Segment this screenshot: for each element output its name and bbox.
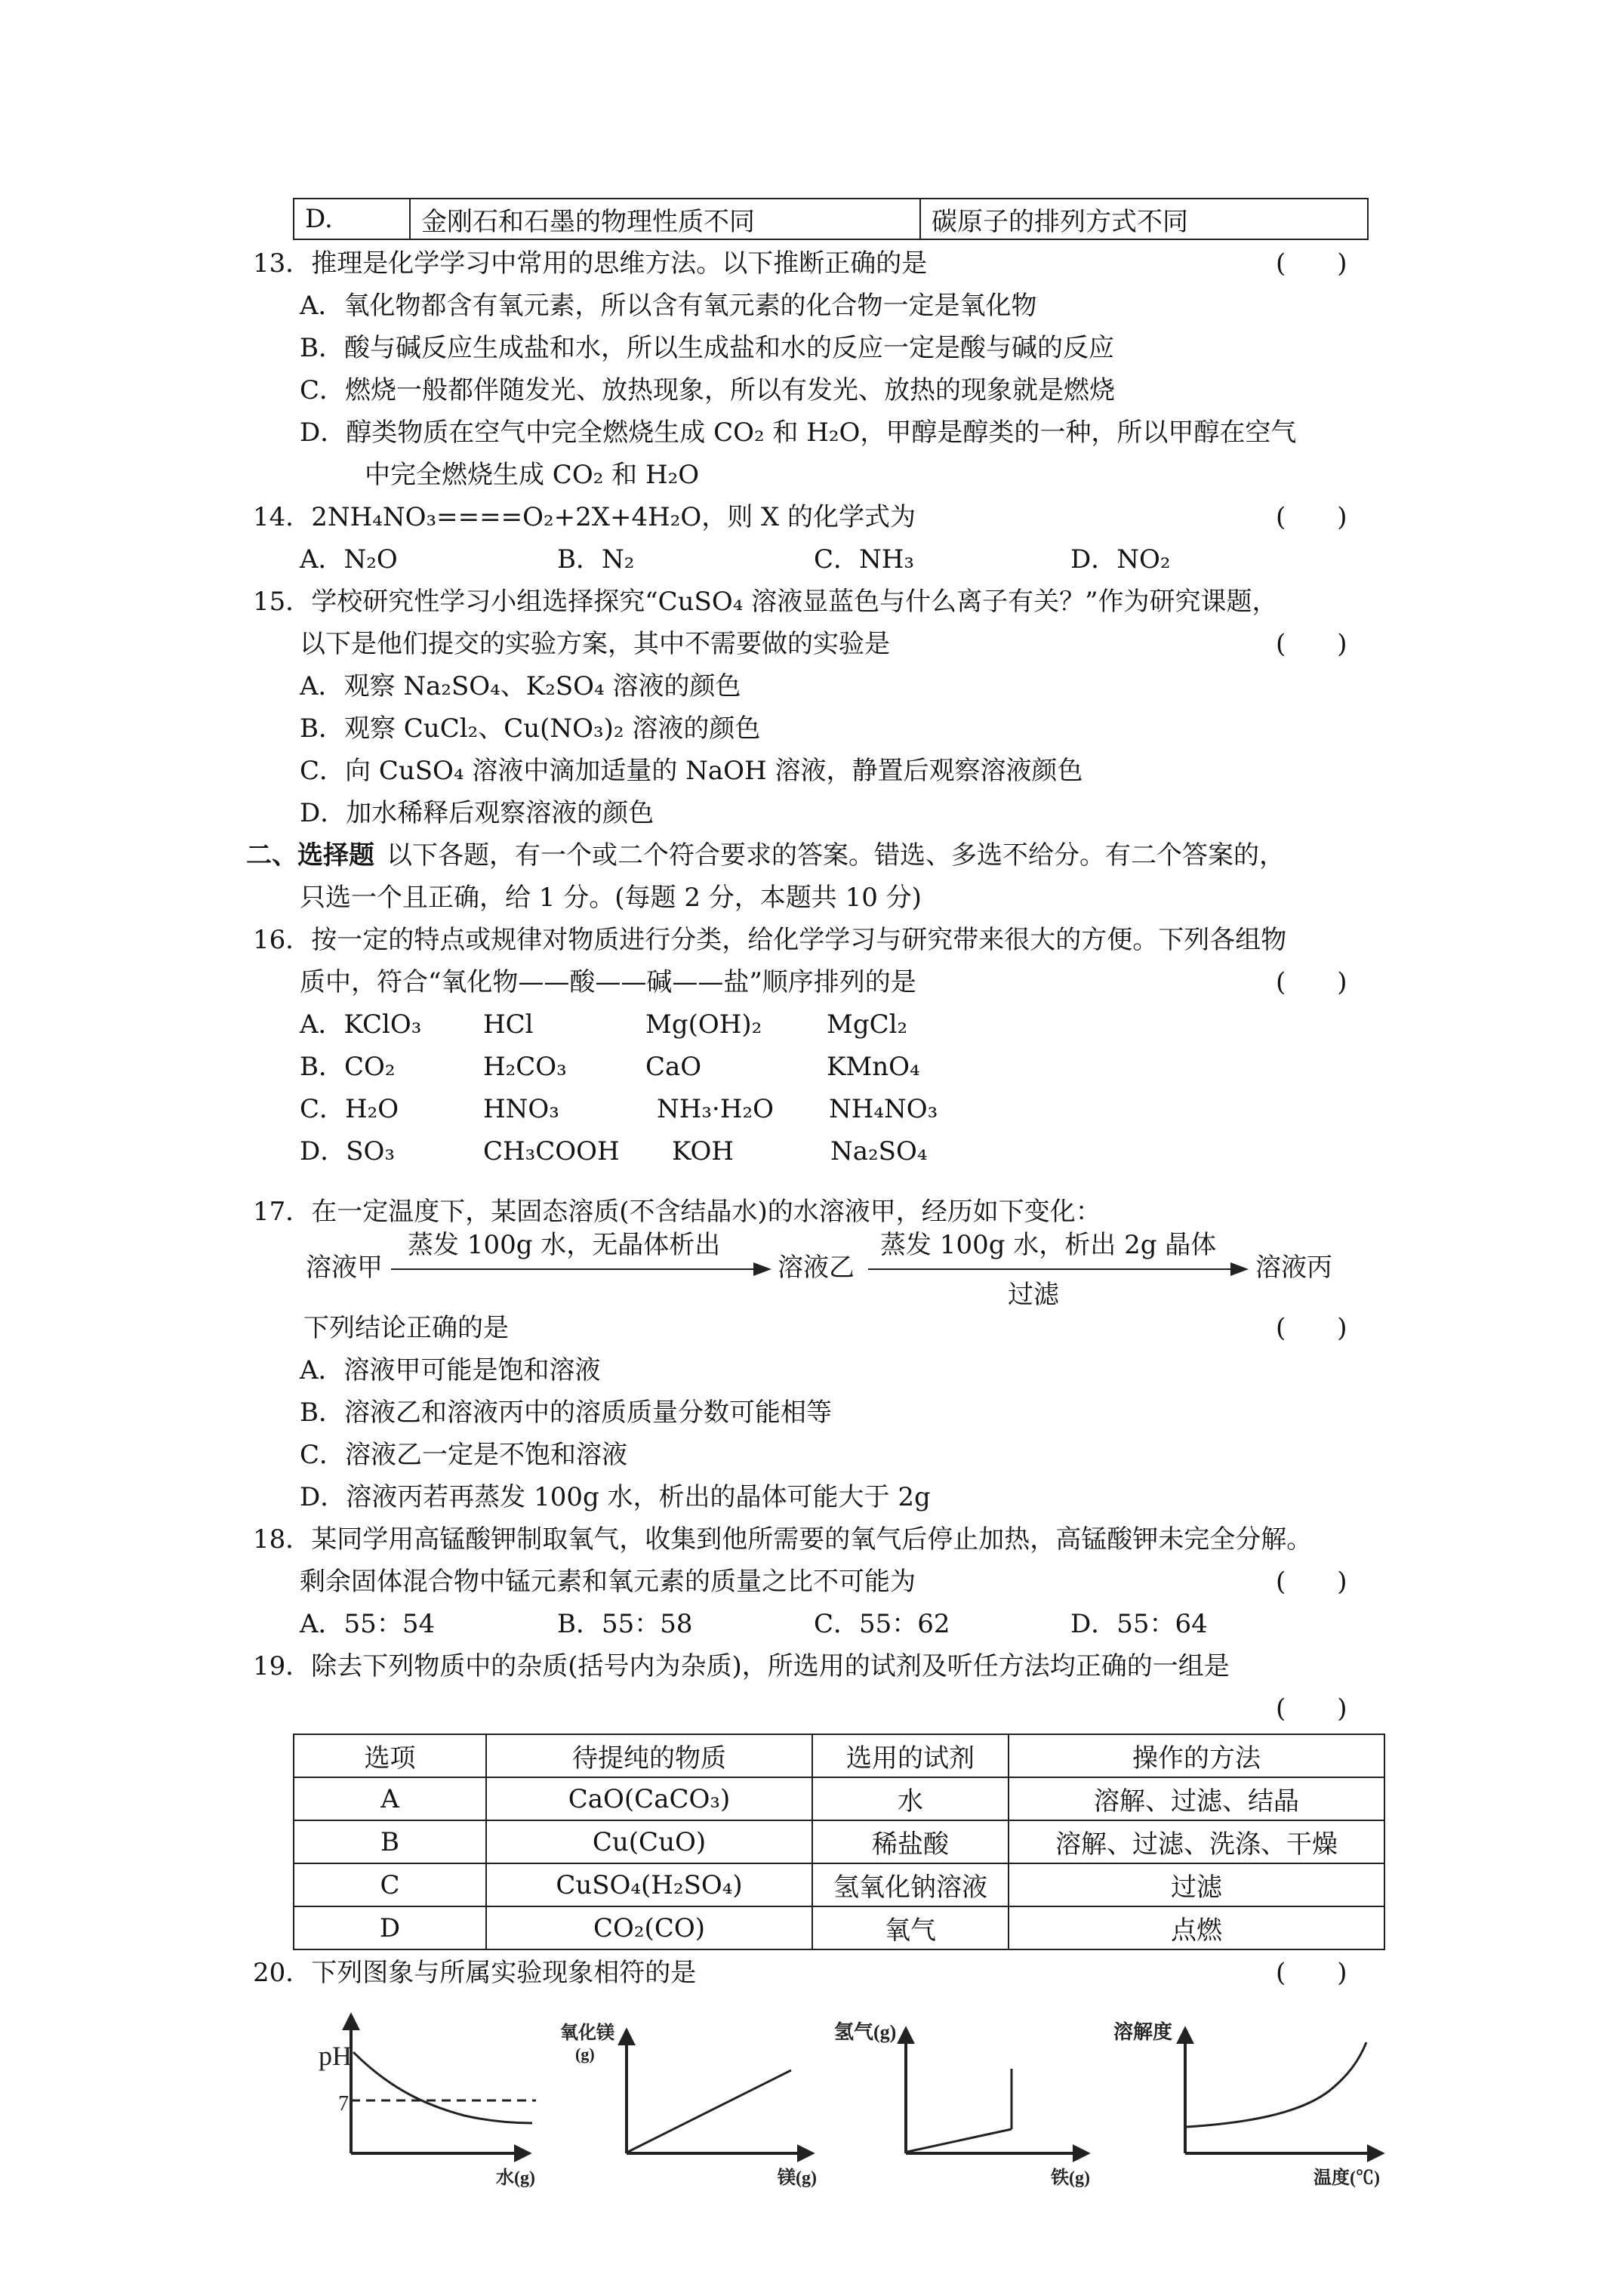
q17-option-a: A．溶液甲可能是饱和溶液 (300, 1355, 601, 1385)
graph1-curve (353, 2052, 532, 2123)
q15-stem-line1: 15．学校研究性学习小组选择探究“CuSO₄ 溶液显蓝色与什么离子有关？”作为研究课题， (253, 587, 1278, 617)
section2-desc-line1: 以下各题，有一个或二个符合要求的答案。错选、多选不给分。有二个答案的， (387, 840, 1285, 871)
q15-option-d: D．加水稀释后观察溶液的颜色 (300, 798, 654, 828)
table-header-cell: 待提纯的物质 (486, 1734, 812, 1777)
table-cell: 溶解、过滤、结晶 (1009, 1777, 1384, 1820)
graph2-line (628, 2070, 791, 2152)
q16-d-salt: Na₂SO₄ (830, 1136, 928, 1166)
table-cell: C (294, 1863, 486, 1906)
q15-option-c: C．向 CuSO₄ 溶液中滴加适量的 NaOH 溶液，静置后观察溶液颜色 (300, 756, 1083, 786)
flow-solution-b: 溶液乙 (778, 1253, 855, 1283)
graph4-curve (1187, 2042, 1366, 2127)
section2-desc-line2: 只选一个且正确，给 1 分。(每题 2 分，本题共 10 分) (300, 883, 922, 913)
table-cell: 过滤 (1009, 1863, 1384, 1906)
q18-answer-blank[interactable]: ( ) (1276, 1567, 1347, 1597)
table-header-cell: 选项 (294, 1734, 486, 1777)
table-cell: CaO(CaCO₃) (486, 1777, 812, 1820)
q14-option-c: C．NH₃ (814, 544, 915, 575)
q16-a-base: Mg(OH)₂ (645, 1009, 762, 1040)
table-cell: CuSO₄(H₂SO₄) (486, 1863, 812, 1906)
table-cell: 溶解、过滤、洗涤、干燥 (1009, 1820, 1384, 1863)
graph-ph-water[interactable] (319, 2016, 536, 2188)
flow-step2-filter: 过滤 (1008, 1280, 1059, 1310)
table-cell: A (294, 1777, 486, 1820)
graph3-line-low (907, 2129, 1012, 2152)
graph1-tick-7: 7 (338, 2092, 349, 2116)
row-label: D. (294, 199, 410, 239)
q17-answer-blank[interactable]: ( ) (1276, 1313, 1347, 1343)
q18-option-c: C．55：62 (814, 1609, 950, 1639)
graph3-x-label: 铁(g) (1051, 2168, 1090, 2188)
q14-option-b: B．N₂ (557, 544, 635, 575)
q16-b-acid: H₂CO₃ (483, 1052, 567, 1082)
flow-solution-c: 溶液丙 (1255, 1253, 1332, 1283)
q13-answer-blank[interactable]: ( ) (1276, 248, 1347, 279)
q17-option-d: D．溶液丙若再蒸发 100g 水，析出的晶体可能大于 2g (300, 1482, 931, 1512)
q16-b-oxide: B．CO₂ (300, 1052, 396, 1082)
q18-option-a: A．55：54 (300, 1609, 436, 1639)
flow-step2-label: 蒸发 100g 水，析出 2g 晶体 (880, 1230, 1217, 1260)
row-explanation: 碳原子的排列方式不同 (920, 199, 1368, 239)
table-cell: B (294, 1820, 486, 1863)
q13-option-d-line2: 中完全燃烧生成 CO₂ 和 H₂O (365, 460, 700, 490)
q18-option-b: B．55：58 (557, 1609, 693, 1639)
q16-c-acid: HNO₃ (483, 1094, 559, 1124)
table-cell: 水 (812, 1777, 1009, 1820)
q13-stem: 13．推理是化学学习中常用的思维方法。以下推断正确的是 (253, 248, 928, 279)
q20-answer-blank[interactable]: ( ) (1276, 1958, 1347, 1988)
q14-answer-blank[interactable]: ( ) (1276, 502, 1347, 532)
q13-option-c: C．燃烧一般都伴随发光、放热现象，所以有发光、放热的现象就是燃烧 (300, 375, 1116, 405)
q15-answer-blank[interactable]: ( ) (1276, 629, 1347, 659)
graph2-x-label: 镁(g) (778, 2168, 817, 2188)
q16-b-salt: KMnO₄ (827, 1052, 920, 1082)
table-cell: 氢氧化钠溶液 (812, 1863, 1009, 1906)
q16-c-base: NH₃·H₂O (657, 1094, 774, 1124)
q16-answer-blank[interactable]: ( ) (1276, 967, 1347, 997)
row-statement: 金刚石和石墨的物理性质不同 (410, 199, 920, 239)
q16-d-oxide: D．SO₃ (300, 1136, 396, 1166)
q14-option-a: A．N₂O (300, 544, 398, 575)
q18-stem-line2: 剩余固体混合物中锰元素和氧元素的质量之比不可能为 (300, 1567, 916, 1597)
table-cell: D (294, 1906, 486, 1949)
q16-a-acid: HCl (483, 1009, 534, 1040)
q16-b-base: CaO (645, 1052, 702, 1082)
q18-option-d: D．55：64 (1070, 1609, 1208, 1639)
graph4-y-label: 溶解度 (1113, 2021, 1173, 2043)
table-cell: 稀盐酸 (812, 1820, 1009, 1863)
q14-stem: 14．2NH₄NO₃====O₂+2X+4H₂O，则 X 的化学式为 (253, 502, 916, 532)
graph-mgo-mg[interactable] (560, 2022, 817, 2188)
q16-a-oxide: A．KClO₃ (300, 1009, 422, 1040)
flow-step1-label: 蒸发 100g 水，无晶体析出 (408, 1230, 721, 1260)
graph4-x-label: 温度(℃) (1313, 2168, 1380, 2188)
q15-stem-line2: 以下是他们提交的实验方案，其中不需要做的实验是 (300, 629, 890, 659)
graph-solubility-temp[interactable] (1113, 2020, 1381, 2188)
q18-stem-line1: 18．某同学用高锰酸钾制取氧气，收集到他所需要的氧气后停止加热，高锰酸钾未完全分解。 (253, 1524, 1313, 1555)
q19-answer-blank[interactable]: ( ) (1276, 1693, 1347, 1724)
q17-option-c: C．溶液乙一定是不饱和溶液 (300, 1440, 628, 1470)
q16-a-salt: MgCl₂ (827, 1009, 908, 1040)
table-cell: 点燃 (1009, 1906, 1384, 1949)
q13-option-d-line1: D．醇类物质在空气中完全燃烧生成 CO₂ 和 H₂O，甲醇是醇类的一种，所以甲醇在空气 (300, 418, 1297, 448)
table-cell: CO₂(CO) (486, 1906, 812, 1949)
q15-option-b: B．观察 CuCl₂、Cu(NO₃)₂ 溶液的颜色 (300, 713, 761, 744)
q16-stem-line1: 16．按一定的特点或规律对物质进行分类，给化学学习与研究带来很大的方便。下列各组物 (253, 925, 1287, 955)
q15-option-a: A．观察 Na₂SO₄、K₂SO₄ 溶液的颜色 (300, 671, 741, 701)
q20-stem: 20．下列图象与所属实验现象相符的是 (253, 1958, 697, 1988)
q13-option-a: A．氧化物都含有氧元素，所以含有氧元素的化合物一定是氧化物 (300, 291, 1037, 321)
table-header-cell: 操作的方法 (1009, 1734, 1384, 1777)
q17-stem: 17．在一定温度下，某固态溶质(不含结晶水)的水溶液甲，经历如下变化： (253, 1197, 1101, 1227)
q13-option-b: B．酸与碱反应生成盐和水，所以生成盐和水的反应一定是酸与碱的反应 (300, 333, 1114, 363)
graph2-y-unit: (g) (575, 2045, 595, 2063)
q16-d-acid: CH₃COOH (483, 1136, 620, 1166)
table-header-cell: 选用的试剂 (812, 1734, 1009, 1777)
q16-c-salt: NH₄NO₃ (829, 1094, 938, 1124)
q16-c-oxide: C．H₂O (300, 1094, 399, 1124)
graph1-y-label: pH (319, 2041, 352, 2071)
q19-stem: 19．除去下列物质中的杂质(括号内为杂质)，所选用的试剂及听任方法均正确的一组是 (253, 1651, 1230, 1681)
flow-solution-a: 溶液甲 (306, 1253, 383, 1283)
table-cell: Cu(CuO) (486, 1820, 812, 1863)
graph-h2-fe[interactable] (834, 2020, 1090, 2188)
table-cell: 氧气 (812, 1906, 1009, 1949)
graph3-y-label: 氢气(g) (834, 2021, 897, 2043)
q16-stem-line2: 质中，符合“氧化物——酸——碱——盐”顺序排列的是 (300, 967, 916, 997)
graph2-y-label: 氧化镁 (560, 2023, 614, 2043)
q16-d-base: KOH (672, 1136, 735, 1166)
section2-title: 二、选择题 (246, 840, 374, 871)
q17-option-b: B．溶液乙和溶液丙中的溶质质量分数可能相等 (300, 1398, 832, 1428)
q14-option-d: D．NO₂ (1070, 544, 1171, 575)
q17-lead: 下列结论正确的是 (303, 1313, 509, 1343)
graph1-x-label: 水(g) (496, 2168, 535, 2188)
